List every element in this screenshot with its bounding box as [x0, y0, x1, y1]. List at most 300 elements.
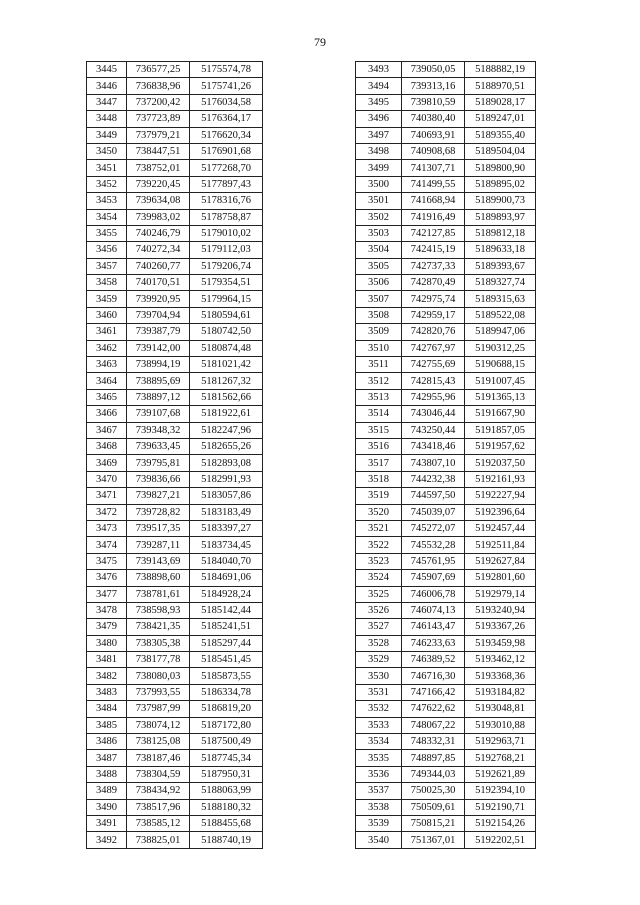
y-coordinate-cell: 5176364,17 — [190, 111, 263, 127]
table-row — [356, 127, 536, 143]
x-coordinate-cell: 741916,49 — [402, 209, 465, 225]
table-row — [87, 324, 263, 340]
table-row — [87, 193, 263, 209]
point-number-cell: 3507 — [356, 291, 402, 307]
point-number-cell: 3540 — [356, 832, 402, 848]
x-coordinate-cell: 740908,68 — [402, 143, 465, 159]
table-row — [356, 422, 536, 438]
point-number-cell: 3498 — [356, 143, 402, 159]
y-coordinate-cell: 5191007,45 — [465, 373, 536, 389]
table-row — [87, 783, 263, 799]
table-row — [87, 389, 263, 405]
y-coordinate-cell: 5185142,44 — [190, 602, 263, 618]
y-coordinate-cell: 5185297,44 — [190, 635, 263, 651]
x-coordinate-cell: 744232,38 — [402, 471, 465, 487]
y-coordinate-cell: 5175741,26 — [190, 78, 263, 94]
y-coordinate-cell: 5193459,98 — [465, 635, 536, 651]
point-number-cell: 3513 — [356, 389, 402, 405]
table-row — [87, 570, 263, 586]
table-row — [87, 455, 263, 471]
x-coordinate-cell: 739517,35 — [127, 520, 190, 536]
x-coordinate-cell: 738074,12 — [127, 717, 190, 733]
table-row — [356, 815, 536, 831]
point-number-cell: 3448 — [87, 111, 127, 127]
point-number-cell: 3528 — [356, 635, 402, 651]
table-row — [356, 602, 536, 618]
x-coordinate-cell: 739348,32 — [127, 422, 190, 438]
x-coordinate-cell: 742767,97 — [402, 340, 465, 356]
point-number-cell: 3484 — [87, 701, 127, 717]
table-row — [87, 635, 263, 651]
table-row — [356, 62, 536, 78]
table-row — [356, 553, 536, 569]
point-number-cell: 3504 — [356, 242, 402, 258]
x-coordinate-cell: 746389,52 — [402, 652, 465, 668]
x-coordinate-cell: 739634,08 — [127, 193, 190, 209]
x-coordinate-cell: 739795,81 — [127, 455, 190, 471]
table-row — [356, 242, 536, 258]
table-row — [87, 553, 263, 569]
table-row — [87, 520, 263, 536]
table-row — [356, 209, 536, 225]
x-coordinate-cell: 746716,30 — [402, 668, 465, 684]
point-number-cell: 3447 — [87, 94, 127, 110]
point-number-cell: 3534 — [356, 734, 402, 750]
table-row — [87, 799, 263, 815]
x-coordinate-cell: 736838,96 — [127, 78, 190, 94]
point-number-cell: 3491 — [87, 815, 127, 831]
y-coordinate-cell: 5192227,94 — [465, 488, 536, 504]
x-coordinate-cell: 743418,46 — [402, 438, 465, 454]
table-row — [356, 406, 536, 422]
y-coordinate-cell: 5176620,34 — [190, 127, 263, 143]
y-coordinate-cell: 5190312,25 — [465, 340, 536, 356]
y-coordinate-cell: 5181562,66 — [190, 389, 263, 405]
x-coordinate-cell: 745532,28 — [402, 537, 465, 553]
table-row — [356, 766, 536, 782]
table-row — [87, 815, 263, 831]
x-coordinate-cell: 738080,03 — [127, 668, 190, 684]
y-coordinate-cell: 5182893,08 — [190, 455, 263, 471]
x-coordinate-cell: 738305,38 — [127, 635, 190, 651]
x-coordinate-cell: 738304,59 — [127, 766, 190, 782]
point-number-cell: 3477 — [87, 586, 127, 602]
y-coordinate-cell: 5181922,61 — [190, 406, 263, 422]
table-row — [356, 275, 536, 291]
x-coordinate-cell: 748332,31 — [402, 734, 465, 750]
x-coordinate-cell: 737993,55 — [127, 684, 190, 700]
y-coordinate-cell: 5189633,18 — [465, 242, 536, 258]
table-row — [356, 389, 536, 405]
table-row — [356, 258, 536, 274]
table-row — [87, 242, 263, 258]
point-number-cell: 3538 — [356, 799, 402, 815]
y-coordinate-cell: 5193010,88 — [465, 717, 536, 733]
x-coordinate-cell: 738434,92 — [127, 783, 190, 799]
x-coordinate-cell: 740170,51 — [127, 275, 190, 291]
y-coordinate-cell: 5189028,17 — [465, 94, 536, 110]
table-row — [87, 668, 263, 684]
point-number-cell: 3445 — [87, 62, 127, 78]
x-coordinate-cell: 741307,71 — [402, 160, 465, 176]
x-coordinate-cell: 739810,59 — [402, 94, 465, 110]
x-coordinate-cell: 744597,50 — [402, 488, 465, 504]
y-coordinate-cell: 5192394,10 — [465, 783, 536, 799]
y-coordinate-cell: 5192161,93 — [465, 471, 536, 487]
y-coordinate-cell: 5192979,14 — [465, 586, 536, 602]
y-coordinate-cell: 5192801,60 — [465, 570, 536, 586]
table-row — [356, 324, 536, 340]
table-row — [87, 78, 263, 94]
y-coordinate-cell: 5189812,18 — [465, 225, 536, 241]
table-row — [87, 373, 263, 389]
x-coordinate-cell: 748067,22 — [402, 717, 465, 733]
table-row — [356, 225, 536, 241]
point-number-cell: 3501 — [356, 193, 402, 209]
y-coordinate-cell: 5180594,61 — [190, 307, 263, 323]
point-number-cell: 3499 — [356, 160, 402, 176]
x-coordinate-cell: 738781,61 — [127, 586, 190, 602]
table-row — [356, 652, 536, 668]
table-row — [87, 537, 263, 553]
y-coordinate-cell: 5189522,08 — [465, 307, 536, 323]
point-number-cell: 3516 — [356, 438, 402, 454]
y-coordinate-cell: 5192627,84 — [465, 553, 536, 569]
table-row — [87, 504, 263, 520]
point-number-cell: 3520 — [356, 504, 402, 520]
y-coordinate-cell: 5189895,02 — [465, 176, 536, 192]
x-coordinate-cell: 738994,19 — [127, 357, 190, 373]
table-row — [87, 701, 263, 717]
x-coordinate-cell: 750025,30 — [402, 783, 465, 799]
table-row — [87, 734, 263, 750]
y-coordinate-cell: 5188882,19 — [465, 62, 536, 78]
table-row — [356, 684, 536, 700]
x-coordinate-cell: 740260,77 — [127, 258, 190, 274]
table-row — [87, 488, 263, 504]
y-coordinate-cell: 5182247,96 — [190, 422, 263, 438]
table-row — [356, 357, 536, 373]
point-number-cell: 3476 — [87, 570, 127, 586]
y-coordinate-cell: 5191667,90 — [465, 406, 536, 422]
point-number-cell: 3479 — [87, 619, 127, 635]
x-coordinate-cell: 738447,51 — [127, 143, 190, 159]
point-number-cell: 3460 — [87, 307, 127, 323]
x-coordinate-cell: 742870,49 — [402, 275, 465, 291]
x-coordinate-cell: 747166,42 — [402, 684, 465, 700]
y-coordinate-cell: 5192037,50 — [465, 455, 536, 471]
table-row — [87, 160, 263, 176]
point-number-cell: 3462 — [87, 340, 127, 356]
y-coordinate-cell: 5183397,27 — [190, 520, 263, 536]
point-number-cell: 3469 — [87, 455, 127, 471]
x-coordinate-cell: 743807,10 — [402, 455, 465, 471]
y-coordinate-cell: 5189800,90 — [465, 160, 536, 176]
y-coordinate-cell: 5192963,71 — [465, 734, 536, 750]
y-coordinate-cell: 5192154,26 — [465, 815, 536, 831]
x-coordinate-cell: 747622,62 — [402, 701, 465, 717]
x-coordinate-cell: 739142,00 — [127, 340, 190, 356]
table-row — [87, 750, 263, 766]
point-number-cell: 3455 — [87, 225, 127, 241]
x-coordinate-cell: 742127,85 — [402, 225, 465, 241]
point-number-cell: 3511 — [356, 357, 402, 373]
x-coordinate-cell: 739313,16 — [402, 78, 465, 94]
point-number-cell: 3523 — [356, 553, 402, 569]
table-row — [356, 537, 536, 553]
point-number-cell: 3519 — [356, 488, 402, 504]
table-row — [356, 701, 536, 717]
y-coordinate-cell: 5184691,06 — [190, 570, 263, 586]
table-row — [356, 586, 536, 602]
y-coordinate-cell: 5185873,55 — [190, 668, 263, 684]
table-row — [356, 291, 536, 307]
point-number-cell: 3473 — [87, 520, 127, 536]
y-coordinate-cell: 5176034,58 — [190, 94, 263, 110]
y-coordinate-cell: 5182991,93 — [190, 471, 263, 487]
y-coordinate-cell: 5189504,04 — [465, 143, 536, 159]
table-row — [356, 160, 536, 176]
point-number-cell: 3533 — [356, 717, 402, 733]
table-row — [87, 225, 263, 241]
point-number-cell: 3463 — [87, 357, 127, 373]
table-row — [356, 111, 536, 127]
table-row — [87, 619, 263, 635]
x-coordinate-cell: 746233,63 — [402, 635, 465, 651]
point-number-cell: 3472 — [87, 504, 127, 520]
y-coordinate-cell: 5179206,74 — [190, 258, 263, 274]
table-row — [356, 340, 536, 356]
coordinates-table-right — [355, 61, 536, 849]
table-row — [356, 799, 536, 815]
y-coordinate-cell: 5183057,86 — [190, 488, 263, 504]
point-number-cell: 3503 — [356, 225, 402, 241]
y-coordinate-cell: 5179964,15 — [190, 291, 263, 307]
y-coordinate-cell: 5179112,03 — [190, 242, 263, 258]
x-coordinate-cell: 741668,94 — [402, 193, 465, 209]
table-row — [87, 307, 263, 323]
table-row — [356, 78, 536, 94]
point-number-cell: 3449 — [87, 127, 127, 143]
y-coordinate-cell: 5193462,12 — [465, 652, 536, 668]
point-number-cell: 3464 — [87, 373, 127, 389]
point-number-cell: 3489 — [87, 783, 127, 799]
x-coordinate-cell: 739704,94 — [127, 307, 190, 323]
x-coordinate-cell: 738125,08 — [127, 734, 190, 750]
table-row — [356, 307, 536, 323]
point-number-cell: 3465 — [87, 389, 127, 405]
x-coordinate-cell: 738752,01 — [127, 160, 190, 176]
y-coordinate-cell: 5178316,76 — [190, 193, 263, 209]
x-coordinate-cell: 737723,89 — [127, 111, 190, 127]
y-coordinate-cell: 5184040,70 — [190, 553, 263, 569]
y-coordinate-cell: 5192396,64 — [465, 504, 536, 520]
point-number-cell: 3495 — [356, 94, 402, 110]
x-coordinate-cell: 739920,95 — [127, 291, 190, 307]
point-number-cell: 3515 — [356, 422, 402, 438]
x-coordinate-cell: 738421,35 — [127, 619, 190, 635]
table-row — [356, 488, 536, 504]
x-coordinate-cell: 739287,11 — [127, 537, 190, 553]
table-row — [87, 176, 263, 192]
y-coordinate-cell: 5186819,20 — [190, 701, 263, 717]
x-coordinate-cell: 742820,76 — [402, 324, 465, 340]
table-row — [356, 635, 536, 651]
table-row — [87, 684, 263, 700]
x-coordinate-cell: 738585,12 — [127, 815, 190, 831]
point-number-cell: 3494 — [356, 78, 402, 94]
x-coordinate-cell: 746143,47 — [402, 619, 465, 635]
x-coordinate-cell: 751367,01 — [402, 832, 465, 848]
point-number-cell: 3470 — [87, 471, 127, 487]
y-coordinate-cell: 5183734,45 — [190, 537, 263, 553]
point-number-cell: 3517 — [356, 455, 402, 471]
point-number-cell: 3514 — [356, 406, 402, 422]
y-coordinate-cell: 5189355,40 — [465, 127, 536, 143]
table-row — [87, 832, 263, 848]
x-coordinate-cell: 745039,07 — [402, 504, 465, 520]
x-coordinate-cell: 742415,19 — [402, 242, 465, 258]
point-number-cell: 3468 — [87, 438, 127, 454]
point-number-cell: 3467 — [87, 422, 127, 438]
y-coordinate-cell: 5191957,62 — [465, 438, 536, 454]
y-coordinate-cell: 5189947,06 — [465, 324, 536, 340]
point-number-cell: 3483 — [87, 684, 127, 700]
point-number-cell: 3461 — [87, 324, 127, 340]
y-coordinate-cell: 5180742,50 — [190, 324, 263, 340]
x-coordinate-cell: 741499,55 — [402, 176, 465, 192]
table-row — [87, 717, 263, 733]
x-coordinate-cell: 739143,69 — [127, 553, 190, 569]
x-coordinate-cell: 740693,91 — [402, 127, 465, 143]
point-number-cell: 3475 — [87, 553, 127, 569]
point-number-cell: 3454 — [87, 209, 127, 225]
table-row — [87, 406, 263, 422]
table-row — [356, 619, 536, 635]
y-coordinate-cell: 5193368,36 — [465, 668, 536, 684]
y-coordinate-cell: 5188970,51 — [465, 78, 536, 94]
table-row — [356, 717, 536, 733]
y-coordinate-cell: 5193048,81 — [465, 701, 536, 717]
point-number-cell: 3530 — [356, 668, 402, 684]
x-coordinate-cell: 738177,78 — [127, 652, 190, 668]
point-number-cell: 3502 — [356, 209, 402, 225]
x-coordinate-cell: 745272,07 — [402, 520, 465, 536]
x-coordinate-cell: 750815,21 — [402, 815, 465, 831]
point-number-cell: 3451 — [87, 160, 127, 176]
x-coordinate-cell: 742959,17 — [402, 307, 465, 323]
point-number-cell: 3486 — [87, 734, 127, 750]
point-number-cell: 3509 — [356, 324, 402, 340]
point-number-cell: 3453 — [87, 193, 127, 209]
x-coordinate-cell: 738897,12 — [127, 389, 190, 405]
x-coordinate-cell: 742955,96 — [402, 389, 465, 405]
y-coordinate-cell: 5183183,49 — [190, 504, 263, 520]
point-number-cell: 3485 — [87, 717, 127, 733]
x-coordinate-cell: 740246,79 — [127, 225, 190, 241]
point-number-cell: 3539 — [356, 815, 402, 831]
point-number-cell: 3526 — [356, 602, 402, 618]
page-number: 79 — [314, 35, 326, 49]
point-number-cell: 3518 — [356, 471, 402, 487]
y-coordinate-cell: 5181021,42 — [190, 357, 263, 373]
point-number-cell: 3459 — [87, 291, 127, 307]
y-coordinate-cell: 5187500,49 — [190, 734, 263, 750]
y-coordinate-cell: 5177897,43 — [190, 176, 263, 192]
table-row — [87, 143, 263, 159]
y-coordinate-cell: 5182655,26 — [190, 438, 263, 454]
point-number-cell: 3466 — [87, 406, 127, 422]
x-coordinate-cell: 739107,68 — [127, 406, 190, 422]
x-coordinate-cell: 737200,42 — [127, 94, 190, 110]
x-coordinate-cell: 740380,40 — [402, 111, 465, 127]
y-coordinate-cell: 5189900,73 — [465, 193, 536, 209]
x-coordinate-cell: 738898,60 — [127, 570, 190, 586]
x-coordinate-cell: 738187,46 — [127, 750, 190, 766]
table-row — [356, 734, 536, 750]
point-number-cell: 3487 — [87, 750, 127, 766]
x-coordinate-cell: 737987,99 — [127, 701, 190, 717]
y-coordinate-cell: 5180874,48 — [190, 340, 263, 356]
x-coordinate-cell: 742815,43 — [402, 373, 465, 389]
table-row — [87, 766, 263, 782]
y-coordinate-cell: 5177268,70 — [190, 160, 263, 176]
table-row — [356, 143, 536, 159]
y-coordinate-cell: 5179010,02 — [190, 225, 263, 241]
point-number-cell: 3497 — [356, 127, 402, 143]
y-coordinate-cell: 5193240,94 — [465, 602, 536, 618]
y-coordinate-cell: 5187172,80 — [190, 717, 263, 733]
y-coordinate-cell: 5179354,51 — [190, 275, 263, 291]
point-number-cell: 3471 — [87, 488, 127, 504]
table-row — [356, 520, 536, 536]
y-coordinate-cell: 5185451,45 — [190, 652, 263, 668]
point-number-cell: 3474 — [87, 537, 127, 553]
y-coordinate-cell: 5188740,19 — [190, 832, 263, 848]
point-number-cell: 3492 — [87, 832, 127, 848]
table-row — [356, 504, 536, 520]
point-number-cell: 3524 — [356, 570, 402, 586]
table-row — [356, 471, 536, 487]
table-row — [87, 291, 263, 307]
table-row — [356, 176, 536, 192]
point-number-cell: 3521 — [356, 520, 402, 536]
x-coordinate-cell: 740272,34 — [127, 242, 190, 258]
y-coordinate-cell: 5189315,63 — [465, 291, 536, 307]
y-coordinate-cell: 5184928,24 — [190, 586, 263, 602]
x-coordinate-cell: 738895,69 — [127, 373, 190, 389]
x-coordinate-cell: 745761,95 — [402, 553, 465, 569]
point-number-cell: 3506 — [356, 275, 402, 291]
point-number-cell: 3488 — [87, 766, 127, 782]
y-coordinate-cell: 5187950,31 — [190, 766, 263, 782]
point-number-cell: 3496 — [356, 111, 402, 127]
point-number-cell: 3490 — [87, 799, 127, 815]
x-coordinate-cell: 739387,79 — [127, 324, 190, 340]
table-row — [356, 373, 536, 389]
point-number-cell: 3458 — [87, 275, 127, 291]
coordinates-table-left — [86, 61, 263, 849]
y-coordinate-cell: 5191857,05 — [465, 422, 536, 438]
y-coordinate-cell: 5181267,32 — [190, 373, 263, 389]
point-number-cell: 3531 — [356, 684, 402, 700]
table-row — [87, 275, 263, 291]
table-row — [356, 438, 536, 454]
point-number-cell: 3532 — [356, 701, 402, 717]
y-coordinate-cell: 5191365,13 — [465, 389, 536, 405]
x-coordinate-cell: 739633,45 — [127, 438, 190, 454]
x-coordinate-cell: 749344,03 — [402, 766, 465, 782]
